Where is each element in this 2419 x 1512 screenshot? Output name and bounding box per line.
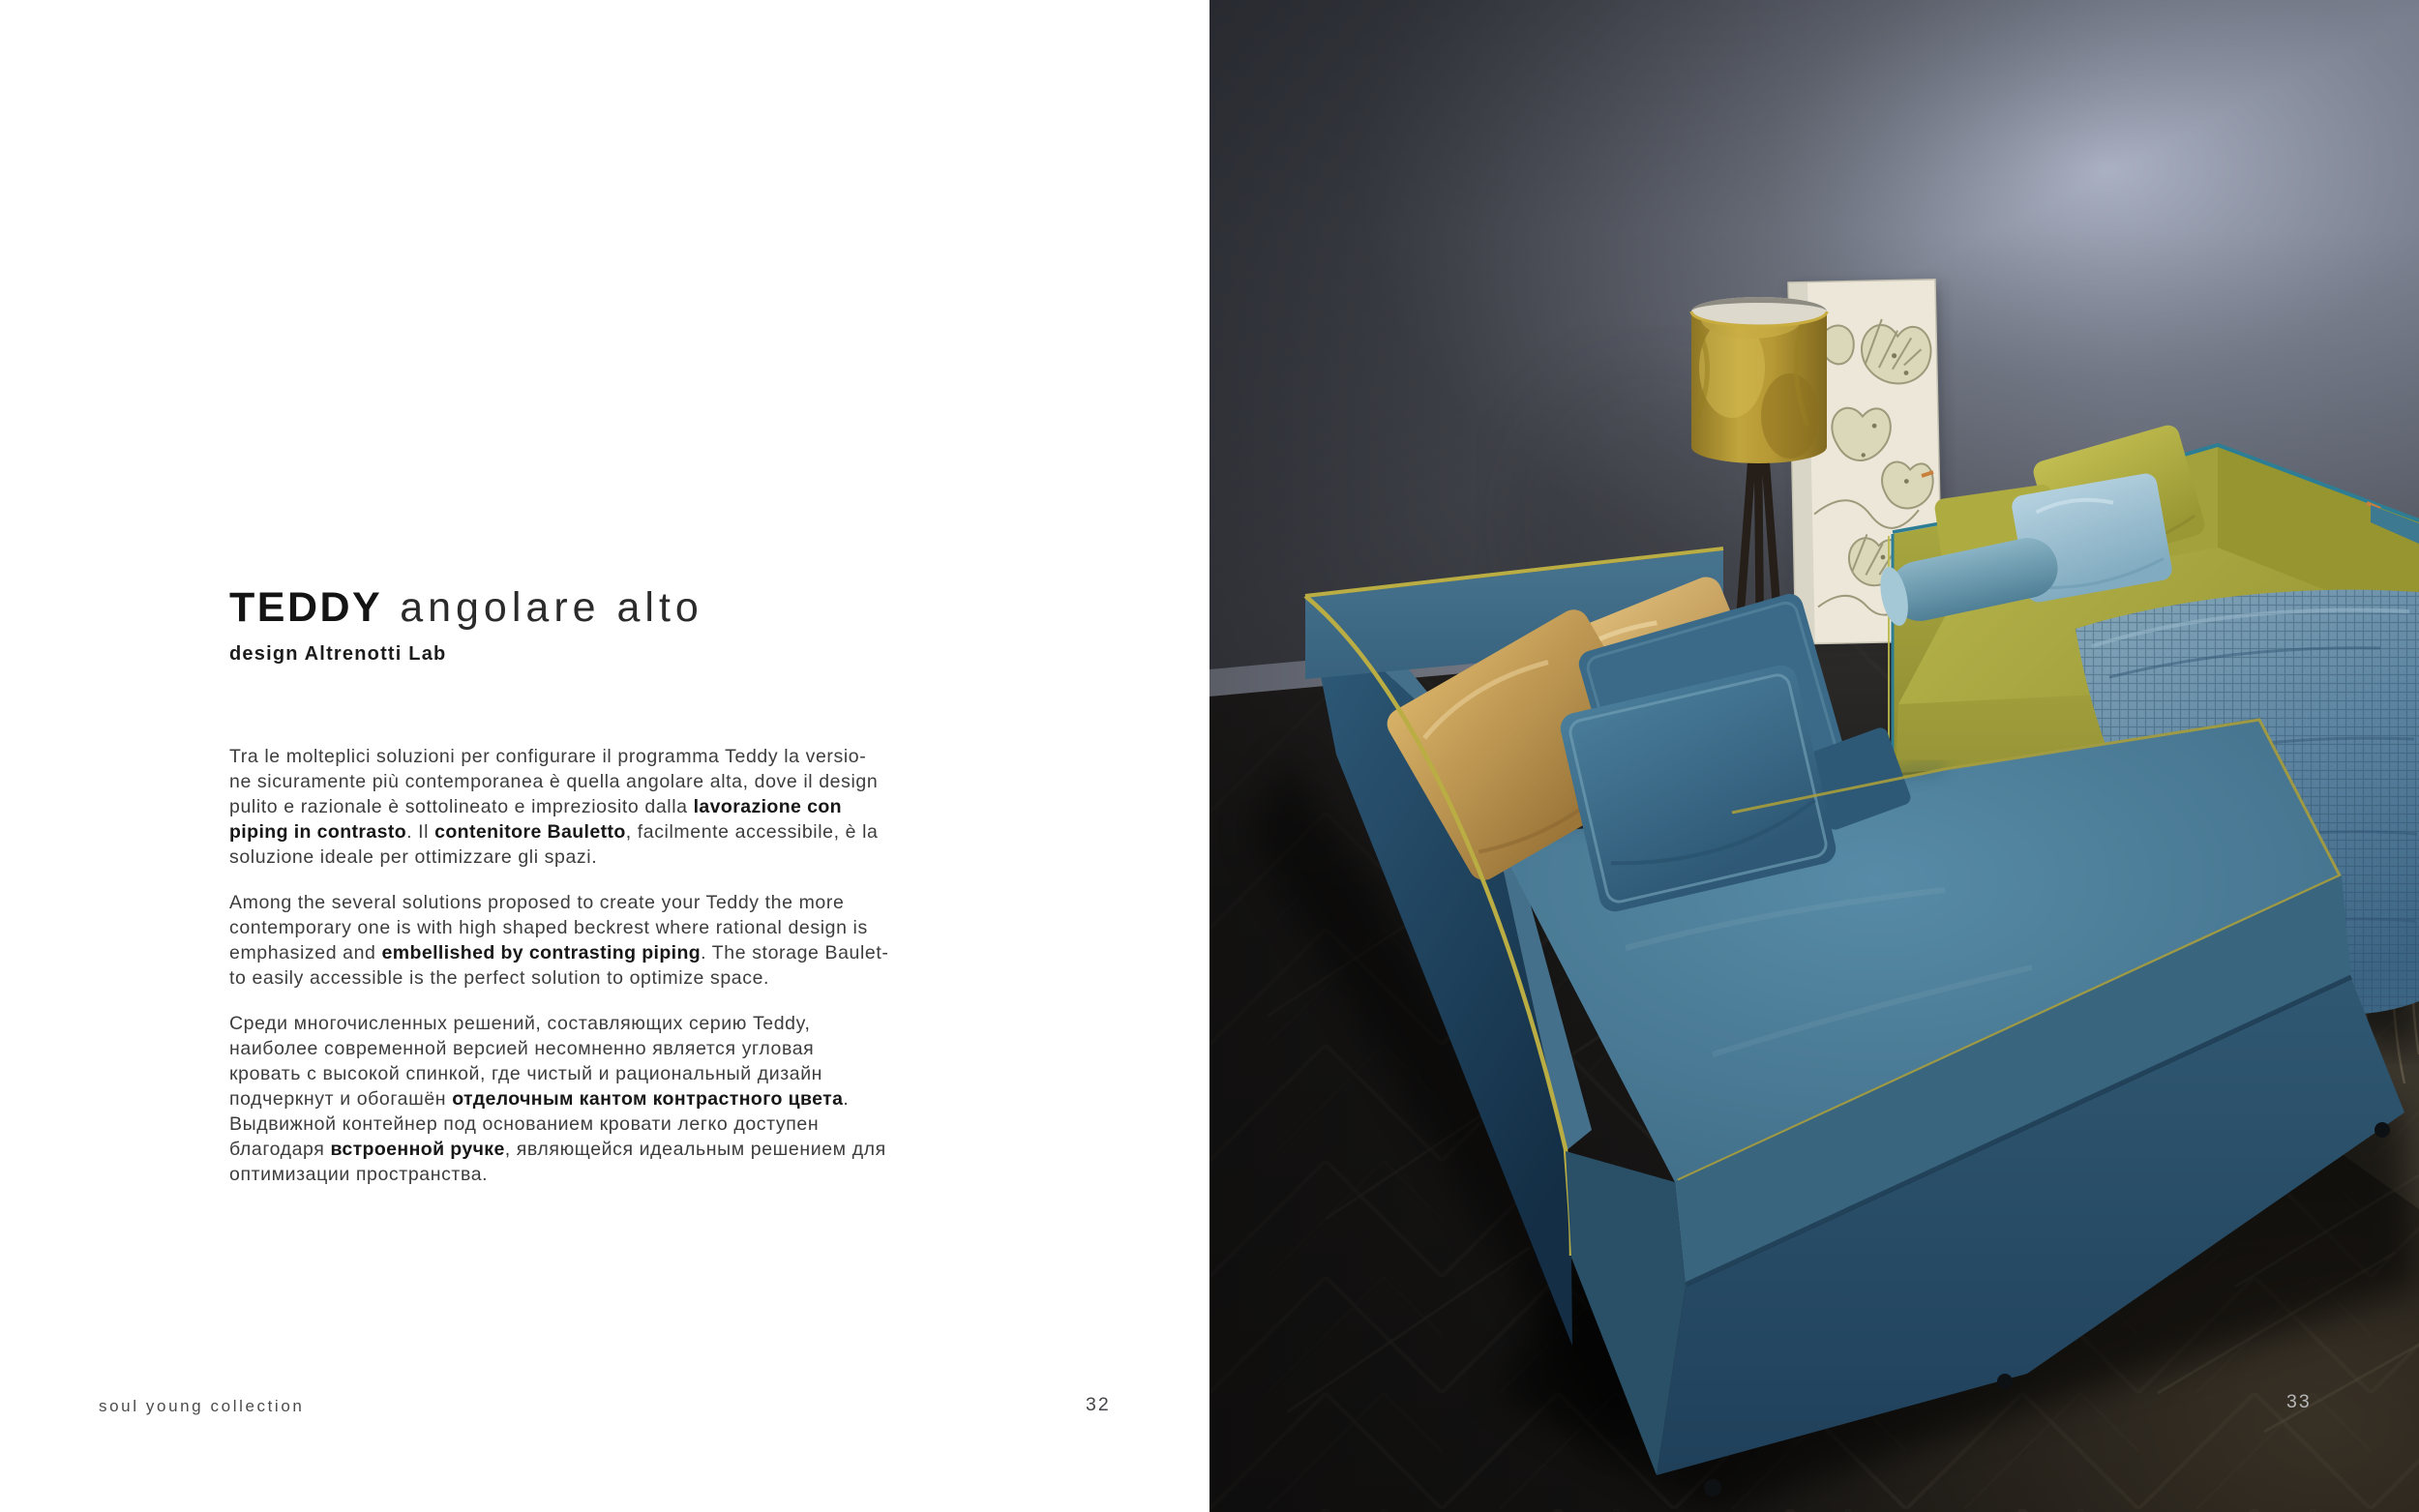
text-line: Among the several solutions proposed to create your Teddy the more [229,892,845,913]
collection-name: soul young collection [99,1397,305,1415]
page-number-right: 33 [2286,1391,2312,1412]
text-line: to easily accessible is the perfect solution to optimize space. [229,967,770,989]
title-block [229,585,703,666]
text-line: наиболее современной версией несомненно является угловая [229,1038,815,1059]
text-line: Выдвижной контейнер под основанием кровати легко доступен [229,1113,820,1135]
text-line: благодаря встроенной ручке, являющейся идеальным решением для [229,1139,886,1160]
text-line: pulito e razionale è sottolineato e impreziosito dalla lavorazione con [229,796,842,817]
paragraph [229,890,1013,991]
room-photo [1210,0,2419,1512]
text-line: piping in contrasto. Il contenitore Bauletto, facilmente accessibile, è la [229,821,879,843]
text-line: оптимизации пространства. [229,1164,489,1185]
page-title [229,585,703,631]
paragraph [229,1011,1013,1187]
text-line: Среди многочисленных решений, составляющих серию Teddy, [229,1013,811,1034]
page-number-left: 32 [1086,1394,1111,1415]
text-line: Tra le molteplici soluzioni per configurare il programma Teddy la versio- [229,746,867,767]
text-line: ne sicuramente più contemporanea è quella angolare alta, dove il design [229,771,879,792]
lamp-shade [1691,297,1827,463]
text-line: contemporary one is with high shaped beckrest where rational design is [229,917,868,938]
room-photo-svg [1210,0,2419,1512]
text-line: кровать с высокой спинкой, где чистый и рациональный дизайн [229,1063,823,1084]
article [229,744,1013,1207]
product-name: TEDDY [229,584,383,631]
text-line: emphasized and embellished by contrasting piping. The storage Baulet- [229,942,889,964]
text-line: soluzione ideale per ottimizzare gli spazi. [229,846,598,868]
text-line: подчеркнут и обогашён отделочным кантом контрастного цвета. [229,1088,850,1110]
designer-credit: design Altrenotti Lab [229,643,447,665]
product-variant: angolare alto [400,584,703,631]
paragraph [229,744,1013,870]
